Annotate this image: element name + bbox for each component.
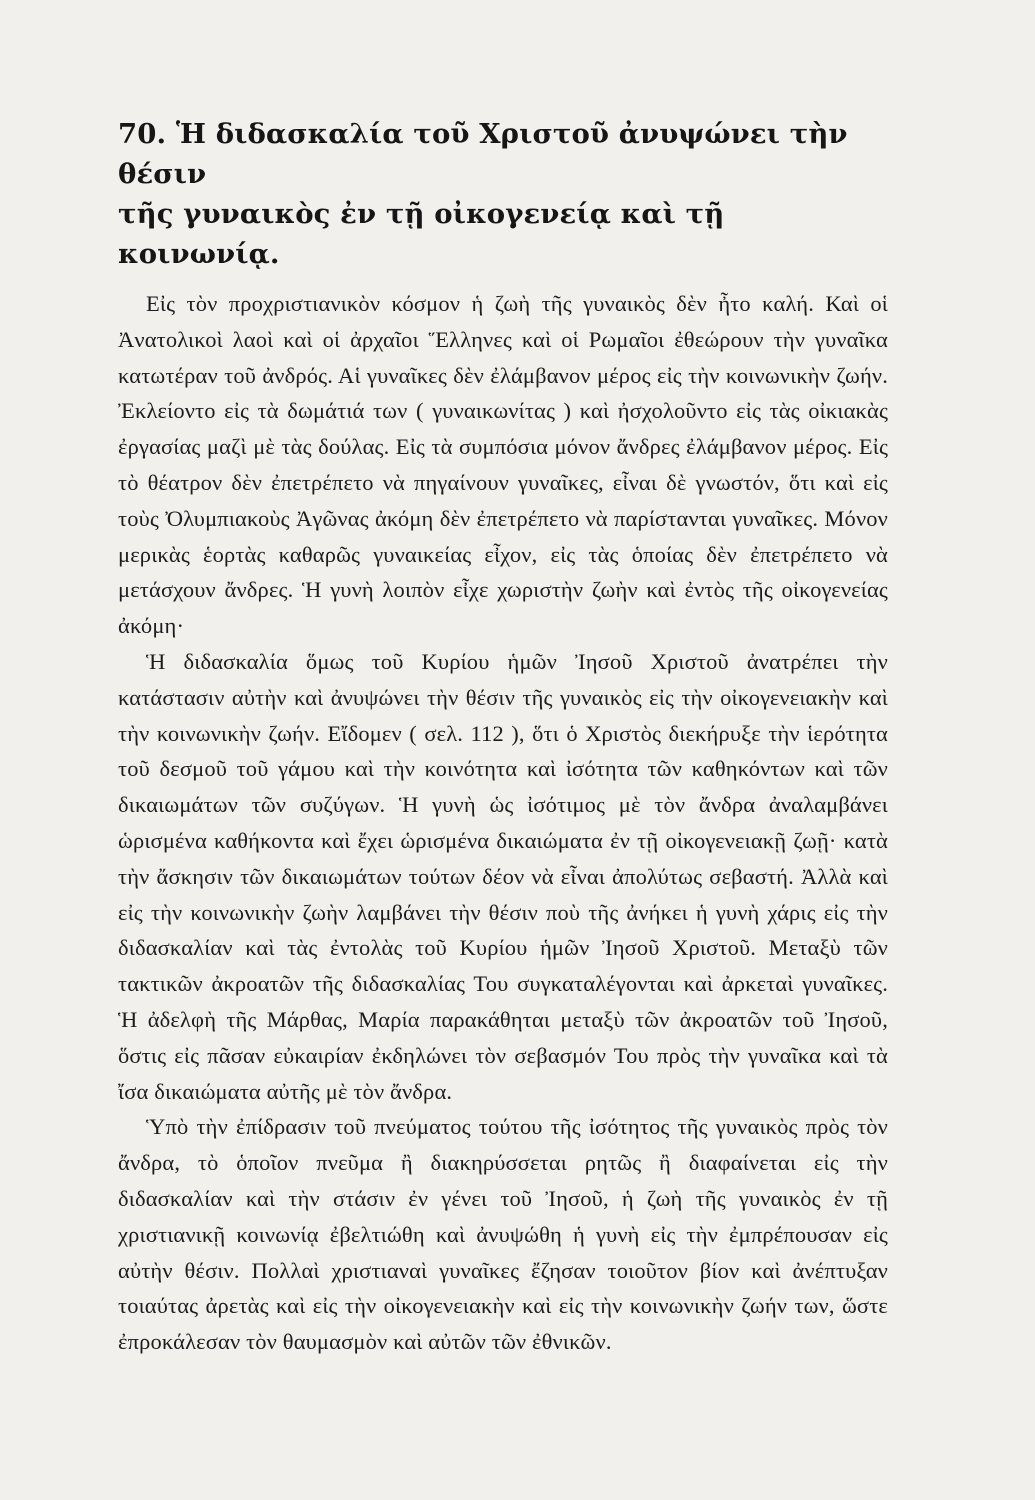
section-heading [118,114,888,274]
paragraph-2: Ἡ διδασκαλία ὅμως τοῦ Κυρίου ἡμῶν Ἰησοῦ Χριστοῦ ἀνατρέπει τὴν κατάστασιν αὐτὴν καὶ ἀνυψώνει τὴν θέσιν τῆς γυναικὸς εἰς τὴν οἰκογενειακὴν καὶ τὴν κοινωνικὴν ζωήν. Εἴδομεν ( σελ. 112 ), ὅτι ὁ Χριστὸς διεκήρυξε τὴν ἱερότητα τοῦ δεσμοῦ τοῦ γάμου καὶ τὴν κοινότητα καὶ ἰσότητα τῶν καθηκόντων καὶ τῶν δικαιωμάτων τῶν συζύγων. Ἡ γυνὴ ὡς ἰσότιμος μὲ τὸν ἄνδρα ἀναλαμβάνει ὡρισμένα καθήκοντα καὶ ἔχει ὡρισμένα δικαιώματα ἐν τῇ οἰκογενειακῇ ζωῇ· κατὰ τὴν ἄσκησιν τῶν δικαιωμάτων τούτων δέον νὰ εἶναι ἀπολύτως σεβαστή. Ἀλλὰ καὶ εἰς τὴν κοινωνικὴν ζωὴν λαμβάνει τὴν θέσιν ποὺ τῆς ἀνήκει ἡ γυνὴ χάρις εἰς τὴν διδασκαλίαν καὶ τὰς ἐντολὰς τοῦ Κυρίου ἡμῶν Ἰησοῦ Χριστοῦ. Μεταξὺ τῶν τακτικῶν ἀκροατῶν τῆς διδασκαλίας Του συγκαταλέγονται καὶ ἀρκεταὶ γυναῖκες. Ἡ ἀδελφὴ τῆς Μάρθας, Μαρία παρακάθηται μεταξὺ τῶν ἀκροατῶν τοῦ Ἰησοῦ, ὅστις εἰς πᾶσαν εὐκαιρίαν ἐκδηλώνει τὸν σεβασμόν Του πρὸς τὴν γυναῖκα καὶ τὰ ἴσα δικαιώματα αὐτῆς μὲ τὸν ἄνδρα. [118,648,888,1104]
section-title-line-2: τῆς γυναικὸς ἐν τῇ οἰκογενείᾳ καὶ τῇ κοινωνίᾳ. [118,198,725,270]
section-number: 70. [118,118,167,150]
paragraph-1: Εἰς τὸν προχριστιανικὸν κόσμον ἡ ζωὴ τῆς γυναικὸς δὲν ἦτο καλή. Καὶ οἱ Ἀνατολικοὶ λαοὶ καὶ οἱ ἀρχαῖοι Ἕλληνες καὶ οἱ Ρωμαῖοι ἐθεώρουν τὴν γυναῖκα κατωτέραν τοῦ ἀνδρός. Αἱ γυναῖκες δὲν ἐλάμβανον μέρος εἰς τὴν κοινωνικὴν ζωήν. Ἐκλείοντο εἰς τὰ δωμάτιά των ( γυναικωνίτας ) καὶ ἠσχολοῦντο εἰς τὰς οἰκιακὰς ἐργασίας μαζὶ μὲ τὰς δούλας. Εἰς τὰ συμπόσια μόνον ἄνδρες ἐλάμβανον μέρος. Εἰς τὸ θέατρον δὲν ἐπετρέπετο νὰ πηγαίνουν γυναῖκες, εἶναι δὲ γνωστόν, ὅτι καὶ εἰς τοὺς Ὀλυμπιακοὺς Ἀγῶνας ἀκόμη δὲν ἐπετρέπετο νὰ παρίστανται γυναῖκες. Μόνον μερικὰς ἑορτὰς καθαρῶς γυναικείας εἶχον, εἰς τὰς ὁποίας δὲν ἐπετρέπετο νὰ μετάσχουν ἄνδρες. Ἡ γυνὴ λοιπὸν εἶχε χωριστὴν ζωὴν καὶ ἐντὸς τῆς οἰκογενείας ἀκόμη· [118,291,888,639]
page-content [118,114,888,1360]
paragraph-3: Ὑπὸ τὴν ἐπίδρασιν τοῦ πνεύματος τούτου τῆς ἰσότητος τῆς γυναικὸς πρὸς τὸν ἄνδρα, τὸ ὁποῖον πνεῦμα ἢ διακηρύσσεται ρητῶς ἢ διαφαίνεται εἰς τὴν διδασκαλίαν καὶ τὴν στάσιν ἐν γένει τοῦ Ἰησοῦ, ἡ ζωὴ τῆς γυναικὸς ἐν τῇ χριστιανικῇ κοινωνίᾳ ἐβελτιώθη καὶ ἀνυψώθη ἡ γυνὴ εἰς τὴν ἐμπρέπουσαν εἰς αὐτὴν θέσιν. Πολλαὶ χριστιαναὶ γυναῖκες ἔζησαν τοιοῦτον βίον καὶ ἀνέπτυξαν τοιαύτας ἀρετὰς καὶ εἰς τὴν οἰκογενειακὴν καὶ εἰς τὴν κοινωνικὴν ζωήν των, ὥστε ἐπροκάλεσαν τὸν θαυμασμὸν καὶ αὐτῶν τῶν ἐθνικῶν. [118,1114,888,1355]
section-title-line-1: Ἡ διδασκαλία τοῦ Χριστοῦ ἀνυψώνει τὴν θέσιν [118,118,848,190]
